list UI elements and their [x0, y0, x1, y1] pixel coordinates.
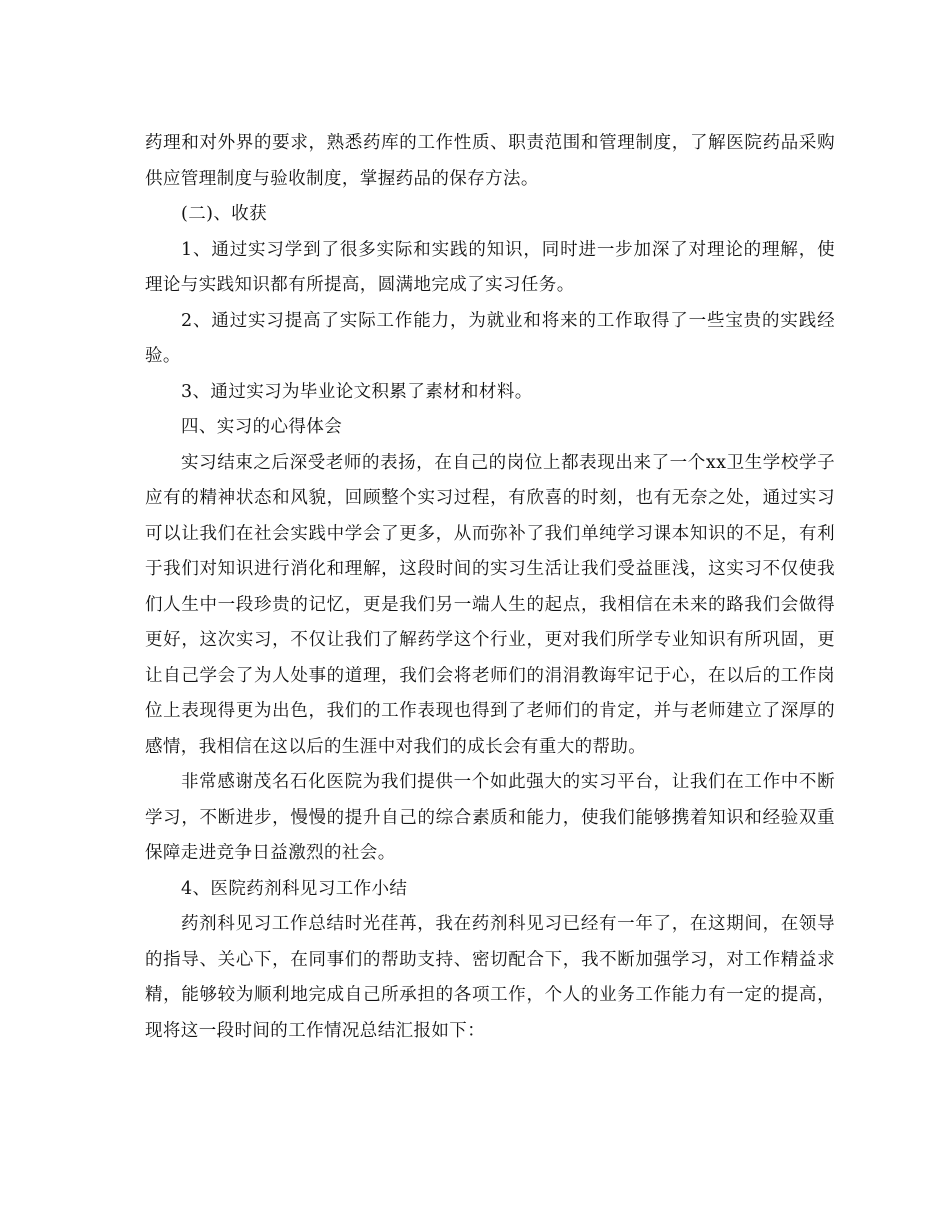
- paragraph-7: 实习结束之后深受老师的表扬，在自己的岗位上都表现出来了一个xx卫生学校学子应有的精神状态和风貌，回顾整个实习过程，有欣喜的时刻，也有无奈之处，通过实习可以让我们在社会实践中学会了更多，从而弥补了我们单纯学习课本知识的不足，有利于我们对知识进行消化和理解，这段时间的实习生活让我们受益匪浅，这实习不仅使我们人生中一段珍贵的记忆，更是我们另一端人生的起点，我相信在未来的路我们会做得更好，这次实习，不仅让我们了解药学这个行业，更对我们所学专业知识有所巩固，更让自己学会了为人处事的道理，我们会将老师们的涓涓教诲牢记于心，在以后的工作岗位上表现得更为出色，我们的工作表现也得到了老师们的肯定，并与老师建立了深厚的感情，我相信在这以后的生涯中对我们的成长会有重大的帮助。: [145, 452, 835, 757]
- paragraph-1: 药理和对外界的要求，熟悉药库的工作性质、职责范围和管理制度，了解医院药品采购供应管理制度与验收制度，掌握药品的保存方法。: [145, 133, 835, 189]
- subsection-heading: 4、医院药剂科见习工作小结: [181, 878, 408, 899]
- paragraph-10: 药剂科见习工作总结时光荏苒，我在药剂科见习已经有一年了，在这期间，在领导的指导、关心下，在同事们的帮助支持、密切配合下，我不断加强学习，对工作精益求精，能够较为顺利地完成自己所承担的各项工作，个人的业务工作能力有一定的提高，现将这一段时间的工作情况总结汇报如下：: [145, 914, 835, 1041]
- paragraph-2: (二)、收获: [181, 204, 268, 224]
- section-heading: 四、实习的心得体会: [181, 417, 343, 437]
- paragraph-3: 1、通过实习学到了很多实际和实践的知识，同时进一步加深了对理论的理解，使理论与实践知识都有所提高，圆满地完成了实习任务。: [145, 239, 835, 295]
- document-body: [145, 126, 835, 1049]
- paragraph-4: 2、通过实习提高了实际工作能力，为就业和将来的工作取得了一些宝贵的实践经验。: [145, 310, 835, 366]
- paragraph-8: 非常感谢茂名石化医院为我们提供一个如此强大的实习平台，让我们在工作中不断学习，不断进步，慢慢的提升自己的综合素质和能力，使我们能够携着知识和经验双重保障走进竞争日益激烈的社会。: [145, 772, 835, 863]
- paragraph-5: 3、通过实习为毕业论文积累了素材和材料。: [181, 381, 533, 402]
